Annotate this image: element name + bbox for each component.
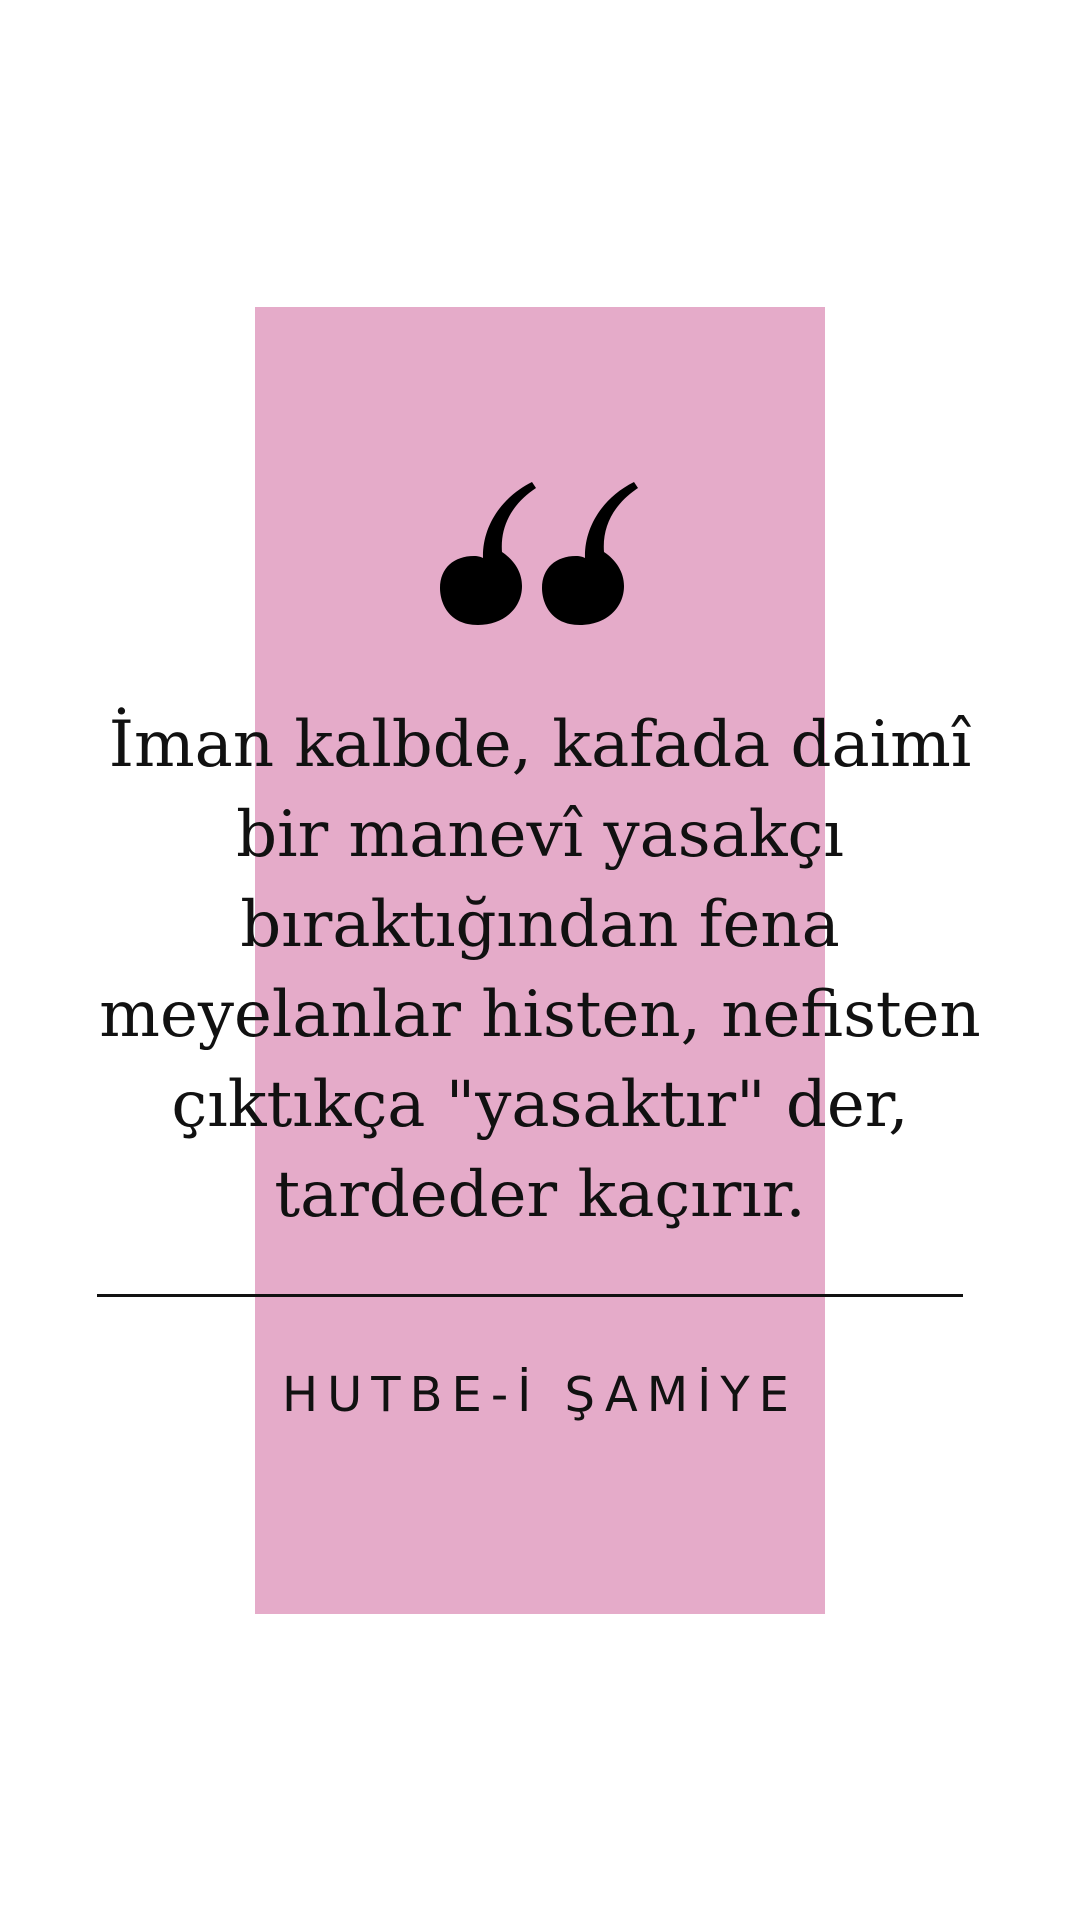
quote-line: bıraktığından fena bbox=[240, 888, 840, 962]
opening-quote-icon bbox=[440, 480, 640, 630]
quote-line: İman kalbde, kafada daimî bbox=[108, 708, 972, 782]
divider-line bbox=[97, 1294, 963, 1297]
quote-text bbox=[60, 700, 1020, 1240]
quote-line: çıktıkça "yasaktır" der, bbox=[171, 1068, 909, 1142]
quote-line: meyelanlar histen, nefisten bbox=[99, 978, 981, 1052]
quote-line: tardeder kaçırır. bbox=[274, 1158, 806, 1232]
quote-author: HUTBE-İ ŞAMİYE bbox=[282, 1367, 798, 1423]
quote-line: bir manevî yasakçı bbox=[236, 798, 844, 872]
